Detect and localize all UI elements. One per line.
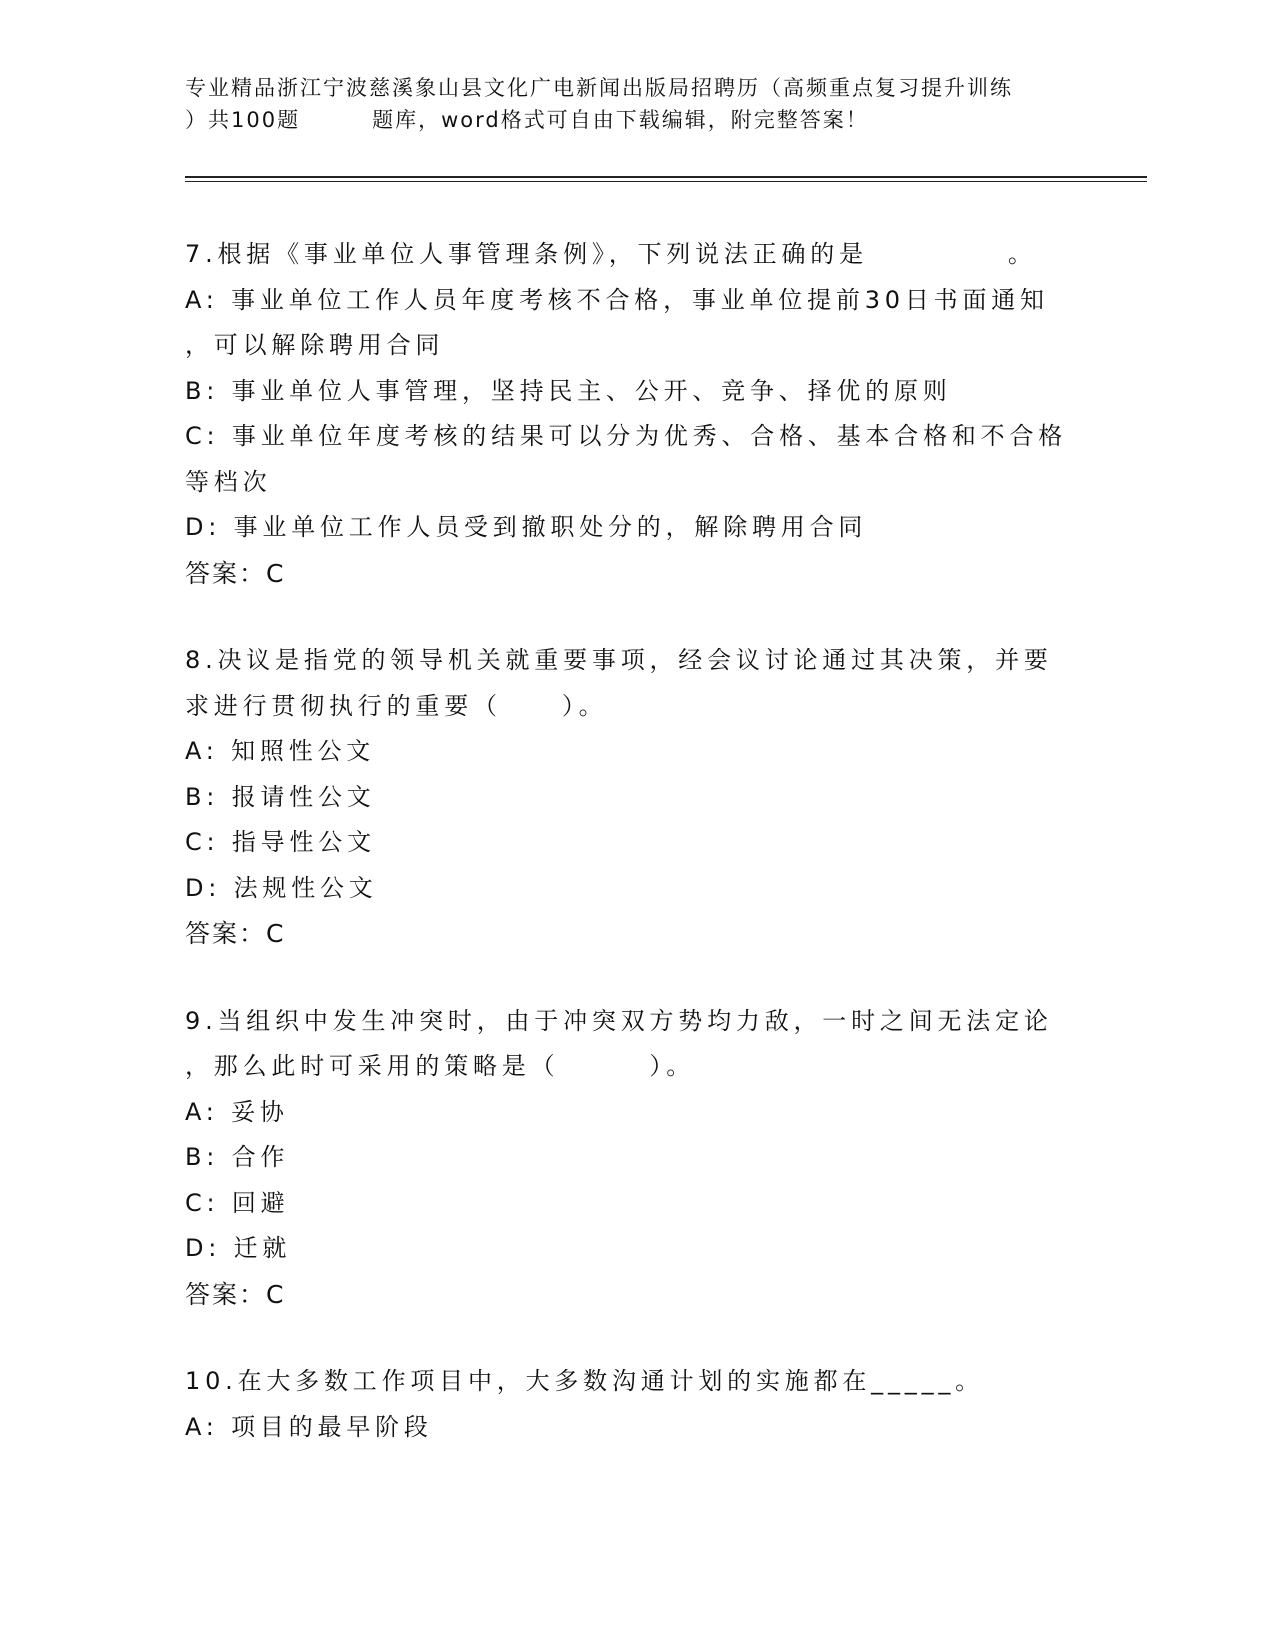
option-c-line-2: 等档次 bbox=[185, 467, 272, 496]
question-stem bbox=[185, 999, 1085, 1045]
option-d: D: 法规性公文 bbox=[185, 873, 378, 902]
page-header bbox=[185, 72, 1085, 136]
question-stem-continued bbox=[185, 1044, 1085, 1090]
question-stem: 10.在大多数工作项目中，大多数沟通计划的实施都在_____。 bbox=[185, 1367, 984, 1395]
option-a bbox=[185, 278, 1085, 324]
option-d bbox=[185, 505, 1085, 551]
question-stem-line-1: 8.决议是指党的领导机关就重要事项，经会议讨论通过其决策，并要 bbox=[185, 646, 1053, 674]
question-stem-line-2-part-2: ）。 bbox=[561, 691, 608, 720]
option-c-continued bbox=[185, 460, 1085, 506]
answer: 答案：C bbox=[185, 919, 286, 948]
option-c: C: 指导性公文 bbox=[185, 828, 376, 856]
question-9 bbox=[185, 999, 1085, 1318]
header-title-line-2 bbox=[185, 104, 1085, 136]
option-b: B: 合作 bbox=[185, 1143, 290, 1171]
option-b-line-1: B: 事业单位人事管理，坚持民主、公开、竞争、择优的原则 bbox=[185, 376, 952, 405]
question-8 bbox=[185, 638, 1085, 957]
option-a: A: 妥协 bbox=[185, 1097, 289, 1126]
header-rule-thin bbox=[185, 181, 1147, 182]
header-title-line-1: 专业精品浙江宁波慈溪象山县文化广电新闻出版局招聘历（高频重点复习提升训练 bbox=[185, 76, 1013, 100]
option-d-line-1: D: 事业单位工作人员受到撤职处分的，解除聘用合同 bbox=[185, 513, 868, 541]
question-stem-line-2-part-1: ，那么此时可采用的策略是（ bbox=[185, 1052, 560, 1080]
answer: 答案：C bbox=[185, 1279, 286, 1309]
question-list bbox=[185, 232, 1085, 1492]
question-stem bbox=[185, 638, 1085, 684]
question-stem-continued bbox=[185, 684, 1085, 730]
question-stem-text: 7.根据《事业单位人事管理条例》，下列说法正确的是 bbox=[185, 240, 868, 268]
question-7 bbox=[185, 232, 1085, 596]
question-10 bbox=[185, 1359, 1085, 1450]
header-title-part-2: 题库，word格式可自由下载编辑，附完整答案！ bbox=[372, 108, 869, 132]
option-a: A: 项目的最早阶段 bbox=[185, 1412, 433, 1441]
question-stem bbox=[185, 232, 1085, 278]
option-c bbox=[185, 414, 1085, 460]
option-d: D: 迁就 bbox=[185, 1234, 292, 1262]
option-a-line-1: A: 事业单位工作人员年度考核不合格，事业单位提前30日书面通知 bbox=[185, 285, 1049, 314]
header-rule-thick bbox=[185, 176, 1147, 178]
option-b: B: 报请性公文 bbox=[185, 782, 376, 811]
question-stem-line-1: 9.当组织中发生冲突时，由于冲突双方势均力敌，一时之间无法定论 bbox=[185, 1006, 1053, 1035]
question-stem-line-2-part-1: 求进行贯彻执行的重要（ bbox=[185, 691, 502, 720]
option-c-line-1: C: 事业单位年度考核的结果可以分为优秀、合格、基本合格和不合格 bbox=[185, 422, 1068, 450]
answer: 答案：C bbox=[185, 558, 286, 588]
question-stem-tail: 。 bbox=[1007, 240, 1037, 268]
option-a: A: 知照性公文 bbox=[185, 737, 376, 765]
question-stem-line-2-part-2: ）。 bbox=[649, 1052, 696, 1080]
option-a-continued bbox=[185, 323, 1085, 369]
option-b bbox=[185, 369, 1085, 415]
option-a-line-2: ，可以解除聘用合同 bbox=[185, 331, 445, 359]
header-title-part-1: ）共100题 bbox=[185, 108, 301, 132]
option-c: C: 回避 bbox=[185, 1188, 290, 1217]
